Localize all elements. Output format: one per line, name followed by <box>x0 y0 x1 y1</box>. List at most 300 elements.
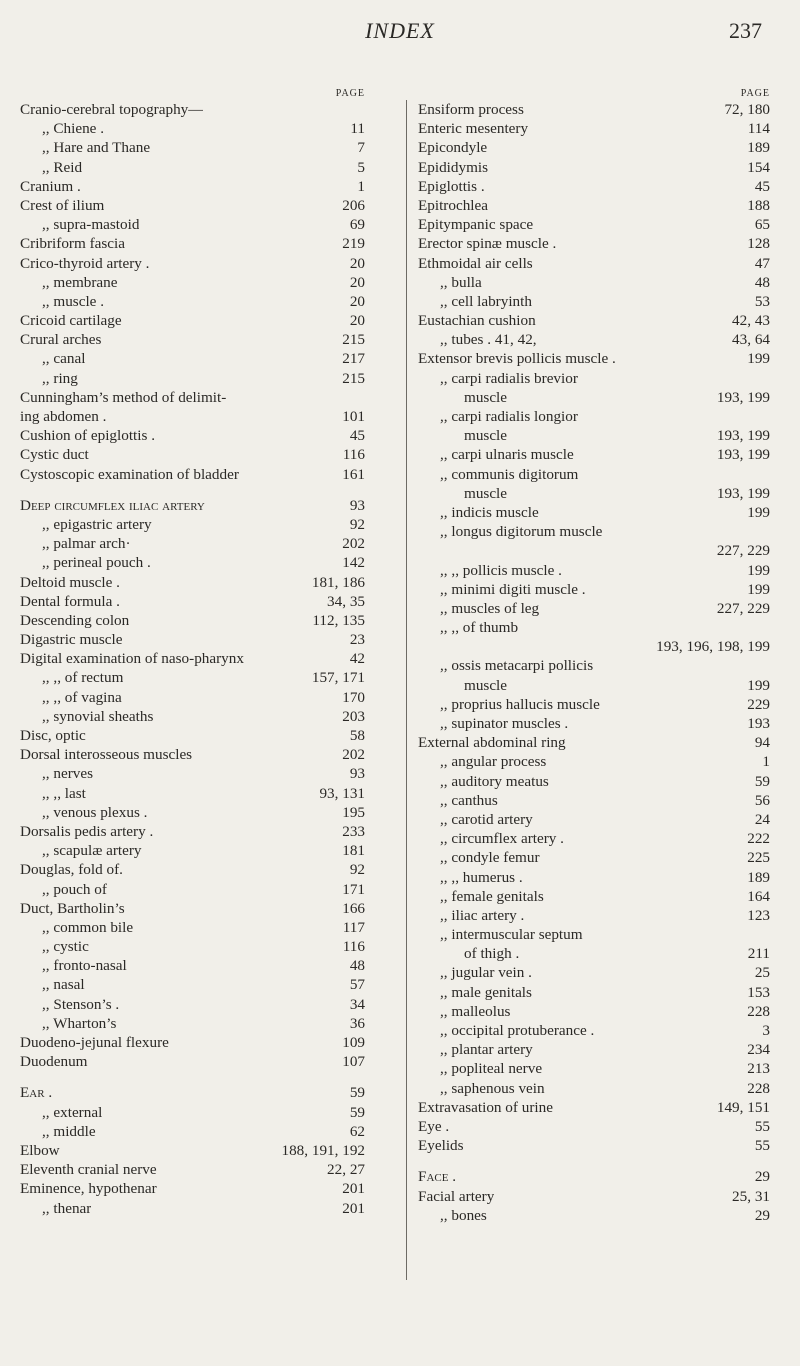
entry-term: ,, fronto-nasal <box>42 957 127 975</box>
index-entry <box>418 580 770 599</box>
page-number: 237 <box>729 18 762 43</box>
entry-page-ref: 92 <box>349 861 365 879</box>
entry-page-ref: 72, 180 <box>724 101 770 118</box>
index-entry <box>20 611 365 630</box>
index-entries-right <box>418 100 770 1225</box>
entry-term: Cystoscopic examination of bladder <box>20 465 239 483</box>
entry-spacer <box>169 1033 342 1052</box>
entry-term: Cribriform fascia <box>20 235 126 253</box>
entry-spacer <box>149 254 349 273</box>
entry-term: ,, common bile <box>42 918 134 936</box>
entry-term: Dorsal interosseous muscles <box>20 746 193 764</box>
entry-spacer <box>244 649 350 668</box>
entry-spacer <box>157 1160 327 1179</box>
entry-spacer <box>60 1141 282 1160</box>
entry-page-ref: 11 <box>350 120 365 138</box>
index-entry <box>418 1059 770 1078</box>
entry-term: ,, jugular vein . <box>440 964 532 982</box>
entry-term: ,, cell labryinth <box>440 292 532 310</box>
entry-spacer <box>549 772 755 791</box>
entry-spacer <box>119 995 350 1014</box>
entry-page-ref: 227, 229 <box>716 599 770 617</box>
entry-page-ref: 225 <box>747 849 770 867</box>
index-entry <box>20 688 365 707</box>
entry-page-ref: 203 <box>342 707 365 725</box>
entry-spacer <box>203 100 365 119</box>
entry-spacer <box>456 1167 755 1186</box>
entry-page-ref: 3 <box>762 1022 770 1039</box>
entry-term: Erector spinæ muscle . <box>418 235 557 253</box>
entry-term: Epididymis <box>418 158 489 176</box>
index-entries-left <box>20 100 365 1218</box>
entry-page-ref: 171 <box>342 880 365 898</box>
entry-spacer <box>157 1179 343 1198</box>
column-divider <box>406 100 407 1280</box>
entry-term: muscle <box>464 484 508 502</box>
entry-spacer <box>153 822 342 841</box>
entry-spacer <box>122 311 350 330</box>
index-entry <box>20 1083 365 1102</box>
index-entry <box>20 445 365 464</box>
index-entry <box>20 668 365 687</box>
entry-term: ,, circumflex artery . <box>440 830 564 848</box>
entry-spacer <box>544 887 747 906</box>
entry-spacer <box>131 534 343 553</box>
entry-term: ,, nasal <box>42 976 85 994</box>
entry-term: Ensiform process <box>418 101 524 118</box>
entry-term: ,, male genitals <box>440 983 532 1001</box>
entry-term: Extensor brevis pollicis muscle . <box>418 350 616 368</box>
entry-page-ref: 188 <box>747 196 770 214</box>
entry-page-ref: 213 <box>747 1060 770 1078</box>
entry-term: ,, ring <box>42 369 78 387</box>
entry-page-ref: 161 <box>342 465 365 483</box>
entry-spacer <box>96 1122 350 1141</box>
index-entry <box>418 292 770 311</box>
entry-page-ref: 29 <box>754 1206 770 1224</box>
entry-term: ,, saphenous vein <box>440 1079 545 1097</box>
entry-spacer <box>578 465 770 484</box>
entry-page-ref: 154 <box>747 158 770 176</box>
entry-spacer <box>464 1136 755 1155</box>
entry-spacer <box>120 592 327 611</box>
entry-term: Enteric mesentery <box>418 120 529 138</box>
entry-page-ref: 59 <box>349 1103 365 1121</box>
index-entry <box>418 1167 770 1186</box>
entry-spacer <box>488 158 747 177</box>
entry-page-ref: 94 <box>754 734 770 752</box>
entry-term: ,, perineal pouch . <box>42 554 151 572</box>
entry-page-ref: 181, 186 <box>311 573 365 591</box>
entry-page-ref: 25, 31 <box>732 1187 770 1205</box>
entry-page-ref: 20 <box>349 312 365 330</box>
entry-page-ref: 62 <box>349 1122 365 1140</box>
entry-page-ref: 45 <box>349 427 365 445</box>
entry-page-ref: 22, 27 <box>327 1161 365 1179</box>
entry-spacer <box>583 925 770 944</box>
entry-term: ing abdomen . <box>20 408 107 425</box>
index-entry <box>20 119 365 138</box>
entry-term: Cricoid cartilage <box>20 312 122 330</box>
entry-spacer <box>574 445 717 464</box>
entry-term: ,, indicis muscle <box>440 503 539 521</box>
index-entry <box>20 1160 365 1179</box>
index-entry <box>20 100 365 119</box>
index-entry <box>418 963 770 982</box>
entry-page-ref: 93 <box>349 496 365 514</box>
entry-page-ref: 5 <box>357 158 365 176</box>
index-column-right <box>418 88 770 1225</box>
index-entry <box>20 1141 365 1160</box>
entry-page-ref: 92 <box>349 515 365 533</box>
entry-page-ref: 229 <box>747 695 770 713</box>
entry-spacer <box>147 803 342 822</box>
entry-term: ,, Hare and Thane <box>42 139 151 157</box>
entry-page-ref: 228 <box>747 1079 770 1097</box>
index-entry <box>418 637 770 656</box>
entry-page-ref: 117 <box>342 918 365 936</box>
index-entry <box>20 880 365 899</box>
entry-page-ref: 202 <box>342 535 365 553</box>
entry-spacer <box>122 688 343 707</box>
entry-page-ref: 123 <box>747 906 770 924</box>
entry-term: Cushion of epiglottis . <box>20 427 156 445</box>
entry-term: Crico-thyroid artery . <box>20 254 150 272</box>
entry-page-ref: 195 <box>342 803 365 821</box>
index-entry <box>418 810 770 829</box>
entry-term: Facial artery <box>418 1187 495 1205</box>
entry-term: ,, intermuscular septum <box>440 926 583 944</box>
index-entry <box>418 349 770 368</box>
entry-page-ref: 42 <box>349 650 365 668</box>
entry-spacer <box>101 330 342 349</box>
entry-page-ref: 193, 199 <box>716 446 770 464</box>
entry-term: ,, synovial sheaths <box>42 707 154 725</box>
entry-page-ref: 42, 43 <box>732 312 770 330</box>
entry-spacer <box>533 215 755 234</box>
entry-term: Epitympanic space <box>418 216 534 234</box>
entry-page-ref: 56 <box>754 791 770 809</box>
index-entry <box>418 714 770 733</box>
entry-page-ref: 153 <box>747 983 770 1001</box>
index-entry <box>20 515 365 534</box>
entry-page-ref: 109 <box>342 1034 365 1051</box>
index-entry <box>20 707 365 726</box>
index-entry <box>418 676 770 695</box>
entry-spacer <box>533 254 755 273</box>
entry-term: ,, tubes . 41, 42, <box>440 331 537 349</box>
entry-term: Eustachian cushion <box>418 312 536 330</box>
entry-term: ,, Stenson’s . <box>42 995 120 1013</box>
entry-term: ,, scapulæ artery <box>42 842 142 860</box>
index-entry <box>20 918 365 937</box>
entry-spacer <box>104 196 342 215</box>
entry-page-ref: 48 <box>754 273 770 291</box>
entry-spacer <box>578 369 770 388</box>
index-entry <box>20 975 365 994</box>
entry-page-ref: 34 <box>349 995 365 1013</box>
entry-spacer <box>106 407 342 426</box>
index-entry <box>418 1098 770 1117</box>
index-entry <box>418 215 770 234</box>
entry-term: ,, epigastric artery <box>42 515 152 533</box>
entry-page-ref: 53 <box>754 292 770 310</box>
index-entry <box>20 465 365 484</box>
entry-spacer <box>533 810 755 829</box>
entry-spacer <box>78 369 342 388</box>
index-entry <box>418 1021 770 1040</box>
entry-spacer <box>151 553 342 572</box>
index-entry <box>418 503 770 522</box>
entry-spacer <box>133 918 343 937</box>
entry-term: Epiglottis . <box>418 177 485 195</box>
entry-spacer <box>524 906 747 925</box>
entry-term: Dorsalis pedis artery . <box>20 822 154 840</box>
entry-spacer <box>498 791 755 810</box>
entry-spacer <box>118 273 350 292</box>
entry-spacer <box>602 522 770 541</box>
entry-spacer <box>104 292 350 311</box>
index-entry <box>20 822 365 841</box>
index-entry <box>20 234 365 253</box>
entry-page-ref: 59 <box>349 1084 365 1102</box>
entry-page-ref: 1 <box>762 753 770 771</box>
index-entry <box>418 1187 770 1206</box>
entry-spacer <box>594 1021 762 1040</box>
entry-page-ref: 47 <box>754 254 770 272</box>
entry-term: ,, carpi ulnaris muscle <box>440 446 574 464</box>
entry-term: ,, supra-mastoid <box>42 216 140 234</box>
entry-spacer <box>600 695 747 714</box>
entry-spacer <box>518 618 770 637</box>
entry-term: Cystic duct <box>20 446 89 464</box>
entry-page-ref: 29 <box>754 1168 770 1186</box>
entry-spacer <box>52 1083 350 1102</box>
entry-page-ref: 24 <box>754 810 770 828</box>
entry-page-ref: 107 <box>342 1053 365 1071</box>
index-entry <box>20 388 365 407</box>
index-entry <box>418 752 770 771</box>
entry-spacer <box>91 1199 342 1218</box>
entry-spacer <box>507 676 747 695</box>
index-entry <box>418 426 770 445</box>
entry-spacer <box>532 292 755 311</box>
index-entry <box>418 618 770 637</box>
index-entry <box>418 119 770 138</box>
entry-page-ref: 193, 199 <box>716 484 770 502</box>
entry-term: ,, popliteal nerve <box>440 1060 543 1078</box>
entry-spacer <box>107 880 342 899</box>
entry-page-ref: 93 <box>349 765 365 783</box>
entry-term: Digital examination of naso-pharynx <box>20 650 244 668</box>
entry-page-ref: 189 <box>747 139 770 157</box>
entry-page-ref: 227, 229 <box>716 542 770 560</box>
index-entry <box>418 138 770 157</box>
entry-page-ref: 170 <box>342 688 365 706</box>
entry-term: Cranio-cerebral topography— <box>20 101 204 118</box>
entry-page-ref: 149, 151 <box>716 1098 770 1116</box>
index-entry <box>20 196 365 215</box>
entry-term: ,, ,, pollicis muscle . <box>440 561 562 579</box>
entry-page-ref: 25 <box>754 964 770 982</box>
index-entry <box>20 1179 365 1198</box>
entry-spacer <box>464 541 717 560</box>
index-entry <box>20 995 365 1014</box>
entry-term: ,, supinator muscles . <box>440 715 569 732</box>
index-entry <box>418 234 770 253</box>
index-entry <box>20 1122 365 1141</box>
entry-spacer <box>139 215 349 234</box>
index-entry <box>20 1033 365 1052</box>
entry-spacer <box>123 630 350 649</box>
index-entry <box>20 860 365 879</box>
entry-page-ref: 48 <box>349 957 365 975</box>
entry-spacer <box>85 975 350 994</box>
entry-page-ref: 65 <box>754 216 770 234</box>
entry-page-ref: 93, 131 <box>319 784 365 802</box>
index-entry <box>20 215 365 234</box>
entry-spacer <box>523 868 748 887</box>
entry-spacer <box>536 311 732 330</box>
entry-spacer <box>104 119 350 138</box>
entry-term: muscle <box>464 427 508 445</box>
entry-page-ref: 181 <box>342 842 365 860</box>
index-entry <box>20 292 365 311</box>
index-entry <box>20 534 365 553</box>
entry-term: ,, female genitals <box>440 887 544 905</box>
entry-spacer <box>568 714 747 733</box>
entry-page-ref: 1 <box>357 177 365 195</box>
entry-term: ,, plantar artery <box>440 1041 533 1059</box>
entry-spacer <box>86 784 320 803</box>
index-entry <box>418 541 770 560</box>
entry-term: ,, bones <box>440 1206 487 1224</box>
index-entry <box>20 784 365 803</box>
entry-spacer <box>586 580 748 599</box>
entry-spacer <box>553 1098 717 1117</box>
entry-page-ref: 45 <box>754 177 770 195</box>
entry-page-ref: 20 <box>349 273 365 291</box>
entry-term: ,, auditory meatus <box>440 772 549 790</box>
index-entry <box>418 196 770 215</box>
entry-spacer <box>86 726 350 745</box>
entry-spacer <box>123 860 350 879</box>
index-entry <box>418 733 770 752</box>
entry-page-ref: 112, 135 <box>312 611 365 629</box>
entry-spacer <box>482 273 755 292</box>
entry-page-ref: 23 <box>349 631 365 649</box>
entry-spacer <box>545 1079 748 1098</box>
index-entry <box>20 899 365 918</box>
index-entry <box>418 1002 770 1021</box>
index-entry <box>418 848 770 867</box>
entry-page-ref: 199 <box>747 350 770 368</box>
index-entry <box>418 1117 770 1136</box>
index-entry <box>20 177 365 196</box>
index-entry <box>20 311 365 330</box>
entry-spacer <box>464 637 656 656</box>
index-entry <box>418 887 770 906</box>
entry-page-ref: 217 <box>342 350 365 368</box>
entry-spacer <box>120 573 312 592</box>
entry-spacer <box>507 426 717 445</box>
entry-term: Eleventh cranial nerve <box>20 1161 157 1179</box>
entry-term: ,, condyle femur <box>440 849 540 867</box>
index-entry <box>20 1199 365 1218</box>
entry-page-ref: 59 <box>754 772 770 790</box>
entry-term: Dental formula . <box>20 592 120 610</box>
entry-spacer <box>142 841 343 860</box>
entry-term: ,, muscle . <box>42 292 105 310</box>
index-entry <box>418 100 770 119</box>
entry-spacer <box>192 745 342 764</box>
entry-spacer <box>532 983 747 1002</box>
index-entry <box>20 573 365 592</box>
entry-spacer <box>487 1206 755 1225</box>
entry-term: Face . <box>418 1168 457 1186</box>
entry-spacer <box>532 963 755 982</box>
entry-term: ,, thenar <box>42 1199 92 1217</box>
index-entry <box>20 1014 365 1033</box>
entry-page-ref: 202 <box>342 746 365 764</box>
entry-spacer <box>494 1187 732 1206</box>
entry-spacer <box>564 829 747 848</box>
index-entry <box>418 791 770 810</box>
entry-term: Duct, Bartholin’s <box>20 899 125 917</box>
entry-spacer <box>539 503 748 522</box>
entry-spacer <box>578 407 770 426</box>
entry-page-ref: 215 <box>342 369 365 387</box>
entry-page-ref: 116 <box>342 938 365 956</box>
index-entry <box>418 772 770 791</box>
index-entry <box>418 1040 770 1059</box>
entry-term: ,, venous plexus . <box>42 803 148 821</box>
entry-term: ,, external <box>42 1103 103 1121</box>
entry-spacer <box>485 177 755 196</box>
index-entry <box>20 553 365 572</box>
entry-term: Epitrochlea <box>418 196 488 214</box>
page-column-label: PAGE <box>740 88 770 99</box>
entry-page-ref: 188, 191, 192 <box>281 1141 365 1159</box>
index-entry <box>418 158 770 177</box>
entry-term: Eye . <box>418 1117 450 1135</box>
entry-page-ref: 55 <box>754 1137 770 1155</box>
entry-page-ref: 55 <box>754 1117 770 1135</box>
entry-page-ref: 69 <box>349 216 365 234</box>
index-entry <box>418 407 770 426</box>
entry-spacer <box>533 1040 747 1059</box>
entry-page-ref: 166 <box>342 899 365 917</box>
entry-spacer <box>155 426 350 445</box>
index-entry <box>418 695 770 714</box>
entry-term: ,, Reid <box>42 158 83 176</box>
entry-page-ref: 189 <box>747 868 770 886</box>
entry-term: ,, ,, of vagina <box>42 688 122 706</box>
entry-term: ,, membrane <box>42 273 118 291</box>
entry-term: ,, ,, humerus . <box>440 868 523 886</box>
entry-page-ref: 215 <box>342 331 365 349</box>
index-entry <box>418 522 770 541</box>
entry-spacer <box>125 234 342 253</box>
index-entry <box>418 273 770 292</box>
entry-page-ref: 193, 199 <box>716 388 770 406</box>
entry-page-ref: 116 <box>342 446 365 464</box>
index-entry <box>20 630 365 649</box>
entry-page-ref: 199 <box>747 561 770 579</box>
entry-spacer <box>524 100 725 119</box>
index-entry <box>418 1079 770 1098</box>
entry-page-ref: 199 <box>747 676 770 694</box>
